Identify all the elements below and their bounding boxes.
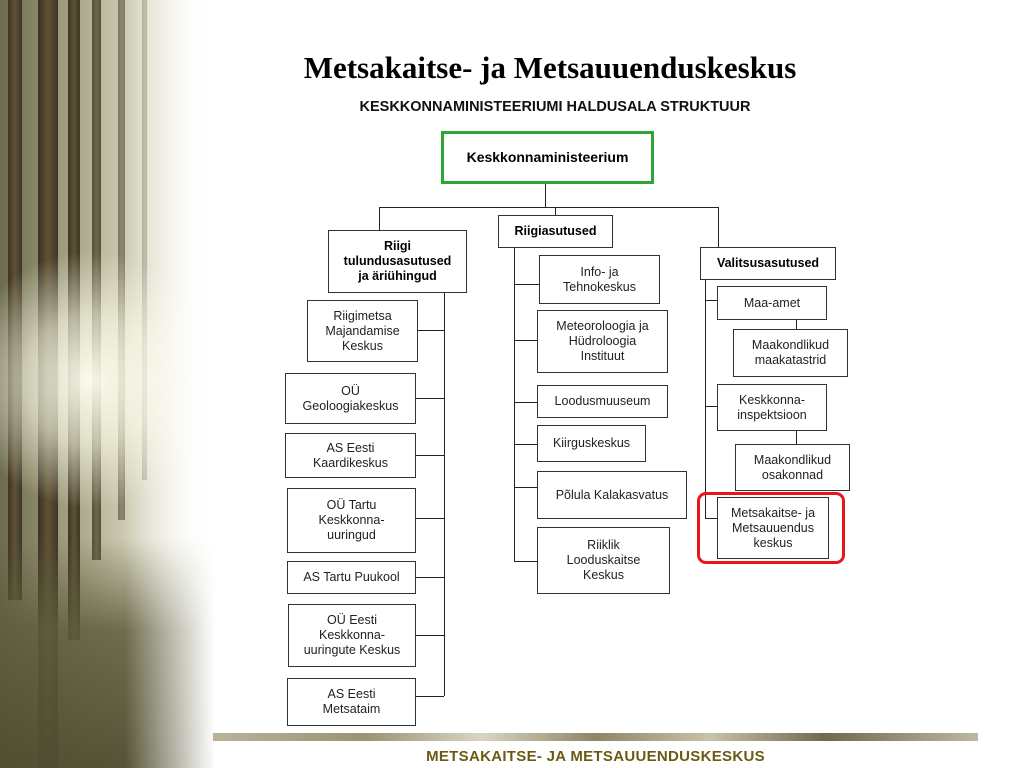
node-ou-eesti-keskkonnauuringute-keskus: OÜ Eesti Keskkonna- uuringute Keskus: [288, 604, 416, 667]
node-keskkonnaministeerium: Keskkonnaministeerium: [441, 131, 654, 184]
connector: [718, 207, 719, 247]
connector: [514, 444, 537, 445]
connector: [545, 183, 546, 207]
node-maakondlikud-osakonnad: Maakondlikud osakonnad: [735, 444, 850, 491]
connector: [416, 635, 444, 636]
connector: [379, 207, 719, 208]
connector: [796, 431, 797, 444]
connector: [705, 280, 706, 518]
node-branch-tulundusasutused: Riigi tulundusasutused ja äriühingud: [328, 230, 467, 293]
connector: [416, 577, 444, 578]
node-info-ja-tehnokeskus: Info- ja Tehnokeskus: [539, 255, 660, 304]
connector: [418, 330, 444, 331]
node-kiirguskeskus: Kiirguskeskus: [537, 425, 646, 462]
decorative-photo-band: [213, 733, 978, 741]
connector: [514, 340, 537, 341]
node-riigimetsa-majandamise-keskus: Riigimetsa Majandamise Keskus: [307, 300, 418, 362]
connector: [444, 293, 445, 696]
connector: [555, 207, 556, 215]
slide-footer: METSAKAITSE- JA METSAUUENDUSKESKUS: [426, 748, 765, 765]
connector: [514, 487, 537, 488]
connector: [514, 284, 539, 285]
node-branch-riigiasutused: Riigiasutused: [498, 215, 613, 248]
node-maakondlikud-maakatastrid: Maakondlikud maakatastrid: [733, 329, 848, 377]
node-polula-kalakasvatus: Põlula Kalakasvatus: [537, 471, 687, 519]
node-ou-tartu-keskkonna-uuringud: OÜ Tartu Keskkonna- uuringud: [287, 488, 416, 553]
node-as-eesti-kaardikeskus: AS Eesti Kaardikeskus: [285, 433, 416, 478]
node-loodusmuuseum: Loodusmuuseum: [537, 385, 668, 418]
node-as-eesti-metsataim: AS Eesti Metsataim: [287, 678, 416, 726]
node-meteoroloogia-hudroloogia-instituut: Meteoroloogia ja Hüdroloogia Instituut: [537, 310, 668, 373]
node-metsakaitse-ja-metsauuenduskeskus: Metsakaitse- ja Metsauuendus keskus: [717, 497, 829, 559]
connector: [379, 207, 380, 230]
highlight-frame: [697, 492, 845, 564]
connector: [705, 300, 717, 301]
node-riiklik-looduskaitse-keskus: Riiklik Looduskaitse Keskus: [537, 527, 670, 594]
connector: [514, 248, 515, 561]
connector: [705, 406, 717, 407]
connector: [416, 696, 444, 697]
chart-subtitle: KESKKONNAMINISTEERIUMI HALDUSALA STRUKTUUR: [359, 99, 751, 115]
node-branch-valitsusasutused: Valitsusasutused: [700, 247, 836, 280]
node-keskkonnainspektsioon: Keskkonna- inspektsioon: [717, 384, 827, 431]
forest-background-image: [0, 0, 215, 768]
connector: [514, 561, 537, 562]
node-as-tartu-puukool: AS Tartu Puukool: [287, 561, 416, 594]
connector: [514, 402, 537, 403]
connector: [796, 320, 797, 329]
slide-title: Metsakaitse- ja Metsauuenduskeskus: [303, 50, 797, 85]
connector: [416, 398, 444, 399]
connector: [416, 455, 444, 456]
connector: [416, 518, 444, 519]
node-ou-geoloogiakeskus: OÜ Geoloogiakeskus: [285, 373, 416, 424]
node-maa-amet: Maa-amet: [717, 286, 827, 320]
